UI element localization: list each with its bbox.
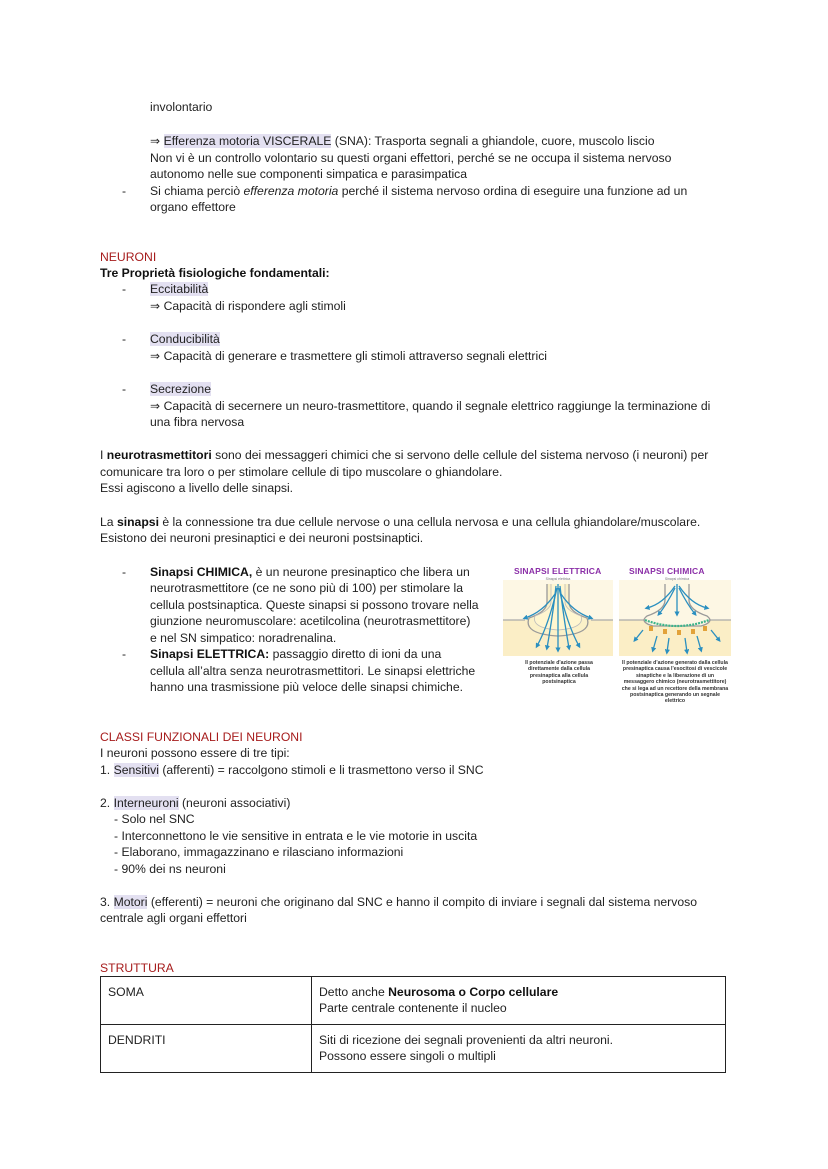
table-row (101, 1025, 726, 1073)
text-line: involontario (150, 100, 213, 114)
sub-item: - Solo nel SNC (114, 812, 195, 826)
property-desc: ⇒ Capacità di rispondere agli stimoli (150, 299, 346, 313)
bullet-dash: - (122, 382, 127, 396)
section-heading-classi: CLASSI FUNZIONALI DEI NEURONI (100, 730, 303, 744)
table-cell-term: SOMA (101, 977, 312, 1025)
highlighted-term: Efferenza motoria VISCERALE (163, 134, 332, 148)
bullet-dash: - (122, 282, 127, 296)
svg-text:Sinapsi chimica: Sinapsi chimica (664, 577, 690, 581)
paragraph-synapse: La sinapsi è la connessione tra due cellule nervose o una cellula nervosa e una cellula ghiandolare/muscolare. (100, 515, 701, 529)
synapse-type-electrical: Sinapsi ELETTRICA: passaggio diretto di ioni da una (150, 647, 442, 661)
synapse-type-chemical: Sinapsi CHIMICA, è un neurone presinaptico che libera un (150, 565, 470, 579)
bullet-dash: - (122, 332, 127, 346)
table-cell-definition: Detto anche Neurosoma o Corpo cellulare Parte centrale contenente il nucleo (312, 977, 726, 1025)
list-item-sensitivi: 1. Sensitivi (afferenti) = raccolgono stimoli e li trasmettono verso il SNC (100, 763, 484, 777)
text-line: organo effettore (150, 200, 236, 214)
bullet-dash: - (122, 184, 127, 198)
text-line: I neuroni possono essere di tre tipi: (100, 746, 290, 760)
figure-title-chemical: SINAPSI CHIMICA (629, 566, 705, 576)
list-item-motori: 3. Motori (efferenti) = neuroni che originano dal SNC e hanno il compito di inviare i segnali dal sistema nervoso (100, 895, 697, 909)
text-line: Non vi è un controllo volontario su questi organi effettori, perché se ne occupa il sistema nervoso (150, 151, 672, 165)
text-line: comunicare tra loro o per stimolare cellule di tipo muscolare o ghiandolare. (100, 465, 503, 479)
text-line: hanno una trasmissione più veloce delle sinapsi chimiche. (150, 680, 463, 694)
text-line: autonomo nelle sue componenti simpatica e parasimpatica (150, 167, 468, 181)
figure-title-electrical: SINAPSI ELETTRICA (514, 566, 602, 576)
synapse-illustration (503, 574, 731, 664)
subheading: Tre Proprietà fisiologiche fondamentali: (100, 266, 330, 280)
table-row (101, 977, 726, 1025)
italic-term: efferenza motoria (243, 184, 339, 198)
figure-caption-electrical: Il potenziale d'azione passa direttamente dalla cellula presinaptica alla cellula postsinaptica (525, 660, 593, 686)
arrow-icon: ⇒ (150, 134, 164, 148)
section-heading-struttura: STRUTTURA (100, 961, 174, 975)
property-name: Eccitabilità (150, 282, 209, 296)
property-name: Conducibilità (150, 332, 220, 346)
text-line: neurotrasmettitore (ce ne sono più di 100) per stimolare la (150, 581, 463, 595)
property-name: Secrezione (150, 382, 211, 396)
bullet-dash: - (122, 565, 127, 579)
bullet-dash: - (122, 647, 127, 661)
figure-caption-chemical: Il potenziale d'azione generato dalla cellula presinaptica causa l'esocitosi di vescicole sinaptiche e la liberazione di un messaggero chimico (neurotrasmettitore) che si lega ad un recettore della membrana postsinaptica generando un segnale elettrico (621, 660, 729, 705)
text-line: e nel SN simpatico: noradrenalina. (150, 631, 337, 645)
visceral-efference-line: ⇒ Efferenza motoria VISCERALE (SNA): Trasporta segnali a ghiandole, cuore, muscolo liscio (150, 134, 655, 148)
sub-item: - 90% dei ns neuroni (114, 862, 226, 876)
text-line: giunzione neuromuscolare: acetilcolina (neurotrasmettitore) (150, 614, 471, 628)
text-line: centrale agli organi effettori (100, 911, 247, 925)
text-line: cellula all’altra senza neurotrasmettitori. Le sinapsi elettriche (150, 664, 476, 678)
list-item-interneuroni: 2. Interneuroni (neuroni associativi) (100, 796, 291, 810)
synapse-diagram (503, 560, 731, 710)
paragraph-neurotransmitters: I neurotrasmettitori sono dei messaggeri chimici che si servono delle cellule del sistema nervoso (i neuroni) per (100, 448, 709, 462)
structure-table (100, 976, 726, 1073)
text-line: Essi agiscono a livello delle sinapsi. (100, 481, 294, 495)
text-line: Esistono dei neuroni presinaptici e dei neuroni postsinaptici. (100, 531, 424, 545)
property-desc: ⇒ Capacità di generare e trasmettere gli stimoli attraverso segnali elettrici (150, 349, 547, 363)
table-cell-definition: Siti di ricezione dei segnali provenienti da altri neuroni. Possono essere singoli o multipli (312, 1025, 726, 1073)
text-line: cellula postsinaptica. Queste sinapsi si possono trovare nella (150, 598, 479, 612)
property-desc: una fibra nervosa (150, 415, 245, 429)
property-desc: ⇒ Capacità di secernere un neuro-trasmettitore, quando il segnale elettrico raggiunge la terminazione di (150, 399, 711, 413)
section-heading-neuroni: NEURONI (100, 250, 157, 264)
sub-item: - Interconnettono le vie sensitive in entrata e le vie motorie in uscita (114, 829, 478, 843)
sub-item: - Elaborano, immagazzinano e rilasciano informazioni (114, 845, 404, 859)
table-cell-term: DENDRITI (101, 1025, 312, 1073)
text-line: Si chiama perciò efferenza motoria perché il sistema nervoso ordina di eseguire una funzione ad un (150, 184, 688, 198)
svg-text:Sinapsi elettrica: Sinapsi elettrica (545, 577, 571, 581)
